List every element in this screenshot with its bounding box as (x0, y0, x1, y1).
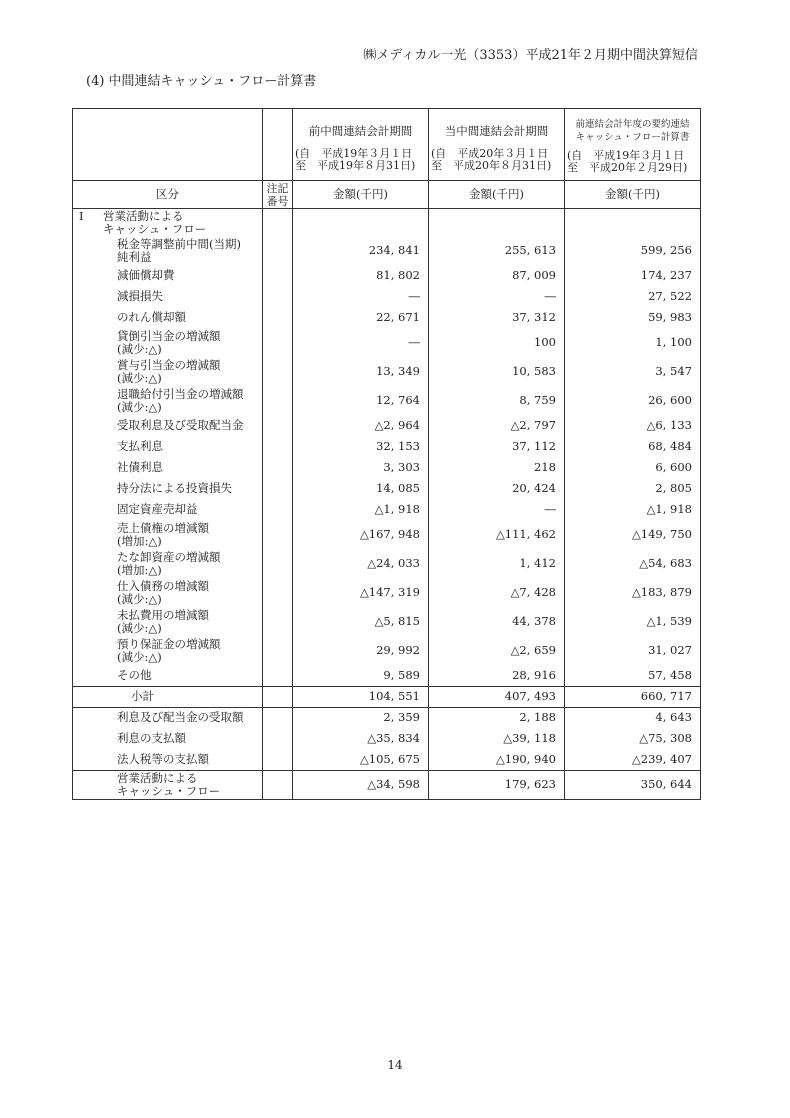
row-label (73, 307, 263, 328)
table-row (73, 665, 701, 686)
table-row (73, 749, 701, 770)
note-cell (263, 665, 293, 686)
row-label-line1: 税金等調整前中間(当期) (117, 236, 241, 251)
amount-cell-3: △6, 133 (565, 415, 701, 436)
row-label-line2: (減少:△) (117, 399, 162, 414)
amount-cell-1: 14, 085 (293, 478, 429, 499)
amount-cell-3: △54, 683 (565, 549, 701, 578)
row-label-line2: (減少:△) (117, 649, 162, 664)
amount-cell-3: 3, 547 (565, 357, 701, 386)
table-row (73, 520, 701, 549)
amount-cell-3: 31, 027 (565, 636, 701, 665)
note-cell (263, 236, 293, 265)
row-label-line1: 売上債権の増減額 (117, 520, 209, 535)
amount-cell-3: 68, 484 (565, 436, 701, 457)
column-header-category: 区分 (73, 181, 263, 209)
amount-cell-1: △35, 834 (293, 728, 429, 749)
period-name: 前中間連結会計期間 (308, 124, 413, 138)
period-from: (自 平成19年３月１日 (567, 148, 685, 162)
column-header-amount-1: 金額(千円) (293, 181, 429, 209)
amount-cell-1: △105, 675 (293, 749, 429, 770)
note-cell (263, 328, 293, 357)
amount-cell-1: 81, 802 (293, 265, 429, 286)
row-label-line2: (減少:△) (117, 620, 162, 635)
row-label-line1: 社債利息 (117, 460, 163, 474)
row-label-line1: 賞与引当金の増減額 (117, 357, 221, 372)
row-label-line1: 支払利息 (117, 439, 163, 453)
table-row (73, 328, 701, 357)
note-cell (263, 520, 293, 549)
amount-cell-1: 3, 303 (293, 457, 429, 478)
table-row (73, 499, 701, 520)
row-label (73, 478, 263, 499)
row-label (73, 436, 263, 457)
row-label (73, 457, 263, 478)
column-header-amount-3: 金額(千円) (565, 181, 701, 209)
period-prev-fiscal-year (565, 109, 701, 181)
row-label-line1: 法人税等の支払額 (117, 751, 209, 766)
document-header: ㈱メディカル一光（3353）平成21年２月期中間決算短信 (363, 48, 698, 63)
amount-cell-3: 2, 805 (565, 478, 701, 499)
row-label-line2: (減少:△) (117, 591, 162, 606)
row-label (73, 499, 263, 520)
amount-cell-1: 29, 992 (293, 636, 429, 665)
amount-cell-2: 218 (429, 457, 565, 478)
amount-cell-2: 255, 613 (429, 236, 565, 265)
amount-cell-2: △2, 659 (429, 636, 565, 665)
row-label-line2: (減少:△) (117, 341, 162, 356)
amount-cell-1: △24, 033 (293, 549, 429, 578)
amount-cell-1: 2, 359 (293, 707, 429, 728)
note-cell (263, 265, 293, 286)
row-label (73, 386, 263, 415)
amount-cell (293, 209, 429, 237)
note-cell (263, 436, 293, 457)
blank-note-header-cell (263, 109, 293, 181)
note-cell (263, 607, 293, 636)
period-name-line2: キャッシュ・フロー計算書 (575, 131, 690, 143)
note-cell (263, 749, 293, 770)
amount-cell-1: 13, 349 (293, 357, 429, 386)
amount-cell-2: ― (429, 286, 565, 307)
amount-cell-1: 234, 841 (293, 236, 429, 265)
table-row (73, 307, 701, 328)
row-label (73, 286, 263, 307)
row-label (73, 686, 263, 707)
row-label (73, 665, 263, 686)
note-cell (263, 286, 293, 307)
period-from: (自 平成20年３月１日 (431, 147, 549, 160)
section-line1: 営業活動による (103, 209, 184, 223)
note-cell (263, 728, 293, 749)
amount-cell-2: 37, 312 (429, 307, 565, 328)
note-cell (263, 415, 293, 436)
amount-cell-3: △239, 407 (565, 749, 701, 770)
row-label-line2: 純利益 (117, 249, 152, 264)
note-cell (263, 478, 293, 499)
row-label-line1: 利息の支払額 (117, 731, 186, 745)
amount-cell-1: 104, 551 (293, 686, 429, 707)
period-to: 至 平成20年２月29日) (567, 160, 688, 174)
amount-cell-3: △1, 918 (565, 499, 701, 520)
section-line2: キャッシュ・フロー (103, 222, 207, 236)
row-label-line1: 持分法による投資損失 (117, 481, 232, 495)
row-label-line2: キャッシュ・フロー (117, 783, 221, 798)
row-label-line1: 営業活動による (117, 770, 198, 785)
table-row (73, 728, 701, 749)
table-row (73, 357, 701, 386)
amount-cell-1: △34, 598 (293, 770, 429, 799)
total-row (73, 770, 701, 799)
note-cell (263, 457, 293, 478)
row-label-line1: 利息及び配当金の受取額 (117, 710, 244, 725)
table-row (73, 265, 701, 286)
row-label (73, 328, 263, 357)
amount-cell-3: 660, 717 (565, 686, 701, 707)
table-row (73, 436, 701, 457)
amount-cell-3: △183, 879 (565, 578, 701, 607)
table-row (73, 607, 701, 636)
note-cell (263, 357, 293, 386)
amount-cell-3: 27, 522 (565, 286, 701, 307)
note-cell (263, 549, 293, 578)
amount-cell (429, 209, 565, 237)
amount-cell-2: △39, 118 (429, 728, 565, 749)
row-label (73, 636, 263, 665)
table-row (73, 386, 701, 415)
amount-cell-2: 407, 493 (429, 686, 565, 707)
period-current-interim (429, 109, 565, 181)
row-label (73, 357, 263, 386)
amount-cell-2: △2, 797 (429, 415, 565, 436)
table-row (73, 636, 701, 665)
row-label (73, 707, 263, 728)
note-cell (263, 707, 293, 728)
row-label (73, 520, 263, 549)
table-row (73, 457, 701, 478)
row-label (73, 607, 263, 636)
table-row (73, 478, 701, 499)
subtotal-row (73, 686, 701, 707)
amount-cell-2: ― (429, 499, 565, 520)
amount-cell-1: △147, 319 (293, 578, 429, 607)
row-label (73, 749, 263, 770)
row-label-line1: 仕入債務の増減額 (117, 578, 209, 593)
amount-cell-2: 28, 916 (429, 665, 565, 686)
note-cell (263, 686, 293, 707)
note-cell (263, 386, 293, 415)
row-label (73, 549, 263, 578)
amount-cell-2: 100 (429, 328, 565, 357)
amount-cell-2: △190, 940 (429, 749, 565, 770)
row-label-line1: 減価償却費 (117, 268, 175, 282)
note-cell (263, 770, 293, 799)
amount-cell-3: 599, 256 (565, 236, 701, 265)
amount-cell-2: 37, 112 (429, 436, 565, 457)
column-header-amount-2: 金額(千円) (429, 181, 565, 209)
row-label (73, 236, 263, 265)
amount-cell-1: 22, 671 (293, 307, 429, 328)
amount-cell-3: 1, 100 (565, 328, 701, 357)
period-to: 至 平成20年８月31日) (431, 159, 552, 172)
amount-cell-1: △1, 918 (293, 499, 429, 520)
row-label (73, 415, 263, 436)
note-cell (263, 307, 293, 328)
amount-cell-1: △167, 948 (293, 520, 429, 549)
note-cell (263, 499, 293, 520)
amount-cell-2: 8, 759 (429, 386, 565, 415)
amount-cell-2: 10, 583 (429, 357, 565, 386)
row-label-line1: 固定資産売却益 (117, 502, 198, 516)
period-prev-interim (293, 109, 429, 181)
amount-cell-1: △5, 815 (293, 607, 429, 636)
row-label-line1: 預り保証金の増減額 (117, 636, 221, 651)
amount-cell-1: ― (293, 328, 429, 357)
table-row (73, 707, 701, 728)
page-number: 14 (387, 1058, 403, 1072)
cash-flow-table (72, 108, 701, 800)
column-header-note (263, 181, 293, 209)
amount-cell-2: 87, 009 (429, 265, 565, 286)
amount-cell-2: △111, 462 (429, 520, 565, 549)
period-to: 至 平成19年８月31日) (295, 159, 416, 172)
amount-cell (565, 209, 701, 237)
note-cell (263, 578, 293, 607)
amount-cell-2: 20, 424 (429, 478, 565, 499)
amount-cell-3: 59, 983 (565, 307, 701, 328)
period-name: 当中間連結会計期間 (444, 124, 549, 138)
note-line2: 番号 (266, 194, 289, 208)
note-cell (263, 636, 293, 665)
note-cell (263, 209, 293, 237)
amount-cell-1: △2, 964 (293, 415, 429, 436)
amount-cell-1: 12, 764 (293, 386, 429, 415)
row-label-line2: (増加:△) (117, 533, 162, 548)
amount-cell-2: 1, 412 (429, 549, 565, 578)
row-label (73, 578, 263, 607)
amount-cell-3: 174, 237 (565, 265, 701, 286)
row-label-line1: 未払費用の増減額 (117, 607, 209, 622)
row-label-line1: 貸倒引当金の増減額 (117, 328, 221, 343)
amount-cell-2: 179, 623 (429, 770, 565, 799)
amount-cell-1: 32, 153 (293, 436, 429, 457)
row-label (73, 770, 263, 799)
amount-cell-2: 44, 378 (429, 607, 565, 636)
period-from: (自 平成19年３月１日 (295, 147, 413, 160)
row-label (73, 728, 263, 749)
blank-header-cell (73, 109, 263, 181)
section-heading-row (73, 209, 701, 237)
amount-cell-2: 2, 188 (429, 707, 565, 728)
row-label-line1: のれん償却額 (117, 310, 186, 324)
row-label-line1: 小計 (131, 689, 154, 703)
amount-cell-3: △1, 539 (565, 607, 701, 636)
amount-cell-3: 4, 643 (565, 707, 701, 728)
row-label-line2: (減少:△) (117, 370, 162, 385)
amount-cell-3: 26, 600 (565, 386, 701, 415)
row-label (73, 265, 263, 286)
table-row (73, 549, 701, 578)
amount-cell-1: ― (293, 286, 429, 307)
note-line1: 注記 (266, 181, 289, 195)
amount-cell-3: △75, 308 (565, 728, 701, 749)
amount-cell-2: △7, 428 (429, 578, 565, 607)
amount-cell-3: △149, 750 (565, 520, 701, 549)
row-label-line1: たな卸資産の増減額 (117, 549, 221, 564)
section-number: Ⅰ (79, 209, 84, 223)
table-row (73, 286, 701, 307)
amount-cell-1: 9, 589 (293, 665, 429, 686)
row-label-line1: その他 (117, 667, 152, 682)
amount-cell-3: 57, 458 (565, 665, 701, 686)
amount-cell-3: 350, 644 (565, 770, 701, 799)
section-heading (73, 209, 263, 237)
column-header-row (73, 181, 701, 209)
amount-cell-3: 6, 600 (565, 457, 701, 478)
table-row (73, 236, 701, 265)
period-name-line1: 前連結会計年度の要約連結 (575, 118, 690, 130)
table-row (73, 415, 701, 436)
table-row (73, 578, 701, 607)
row-label-line1: 退職給付引当金の増減額 (117, 386, 244, 401)
row-label-line1: 受取利息及び受取配当金 (117, 418, 244, 432)
row-label-line2: (増加:△) (117, 562, 162, 577)
section-title: (4) 中間連結キャッシュ・フロー計算書 (86, 74, 317, 89)
period-header-row (73, 109, 701, 181)
row-label-line1: 減損損失 (117, 289, 163, 303)
